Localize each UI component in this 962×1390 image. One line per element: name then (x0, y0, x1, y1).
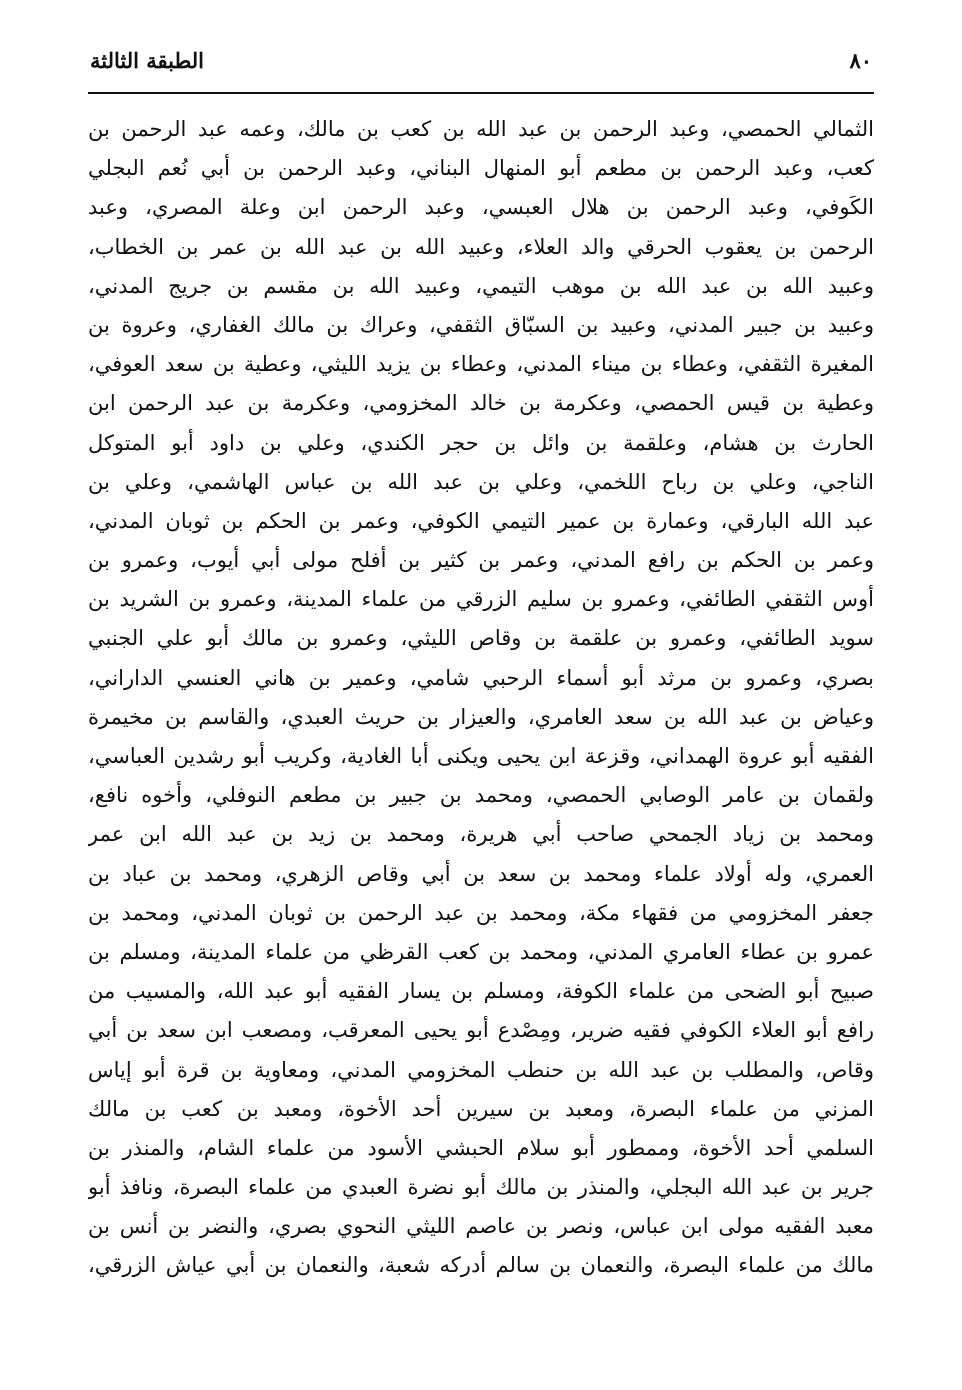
text-line: كعب، وعبد الرحمن بن مطعم أبو المنهال البناني، وعبد الرحمن بن أبي نُعم البجلي (88, 156, 874, 181)
text-line: الفقيه أبو عروة الهمداني، وقزعة ابن يحيى ويكنى أبا الغادية، وكريب أبو رشدين العباسي، (88, 744, 874, 768)
text-line: المغيرة الثقفي، وعطاء بن ميناء المدني، وعطاء بن يزيد الليثي، وعطية بن سعد العوفي، (88, 352, 874, 377)
text-line: وعطية بن قيس الحمصي، وعكرمة بن خالد المخزومي، وعكرمة بن عبد الرحمن ابن (88, 391, 874, 416)
text-line: الثمالي الحمصي، وعبد الرحمن بن عبد الله بن كعب بن مالك، وعمه عبد الرحمن بن (88, 117, 874, 141)
text-line: سويد الطائفي، وعمرو بن علقمة بن وقاص الليثي، وعمرو بن مالك أبو علي الجنبي (88, 626, 874, 651)
text-line: بصري، وعمرو بن مرثد أبو أسماء الرحبي شامي، وعمير بن هاني العنسي الداراني، (88, 665, 874, 690)
page-number: ٨٠ (849, 48, 872, 73)
text-line: العمري، وله أولاد علماء ومحمد بن سعد بن أبي وقاص الزهري، ومحمد بن عباد بن (88, 861, 874, 886)
text-line: السلمي أحد الأخوة، وممطور أبو سلام الحبشي الأسود من علماء الشام، والمنذر بن (88, 1135, 874, 1160)
text-line: جعفر المخزومي من فقهاء مكة، ومحمد بن عبد الرحمن بن ثوبان المدني، ومحمد بن (88, 900, 874, 925)
text-line: الناجي، وعلي بن رباح اللخمي، وعلي بن عبد الله بن عباس الهاشمي، وعلي بن (88, 469, 874, 494)
header-rule (88, 92, 874, 94)
text-line: الرحمن بن يعقوب الحرقي والد العلاء، وعبيد الله بن عبد الله بن عمر بن الخطاب، (88, 234, 874, 259)
text-line: صبيح أبو الضحى من علماء الكوفة، ومسلم بن يسار الفقيه أبو عبد الله، والمسيب من (88, 979, 874, 1004)
page-header (88, 40, 874, 94)
text-line: وقاص، والمطلب بن عبد الله بن حنطب المخزومي المدني، ومعاوية بن قرة أبو إياس (88, 1057, 874, 1082)
text-line: ولقمان بن عامر الوصابي الحمصي، ومحمد بن جبير بن مطعم النوفلي، وأخوه نافع، (88, 783, 874, 808)
text-line: وعمر بن الحكم بن رافع المدني، وعمر بن كثير بن أفلح مولى أبي أيوب، وعمرو بن (88, 548, 874, 573)
text-line: أوس الثقفي الطائفي، وعمرو بن سليم الزرقي من علماء المدينة، وعمرو بن الشريد بن (88, 587, 874, 612)
book-page (88, 40, 874, 1350)
text-line: رافع أبو العلاء الكوفي فقيه ضرير، ومِصْدع أبو يحيى المعرقب، ومصعب ابن سعد بن أبي (88, 1018, 874, 1043)
text-line: وعبيد بن جبير المدني، وعبيد بن السبّاق الثقفي، وعراك بن مالك الغفاري، وعروة بن (88, 312, 874, 337)
text-line: عمرو بن عطاء العامري المدني، ومحمد بن كعب القرظي من علماء المدينة، ومسلم بن (88, 939, 874, 964)
text-line: ومحمد بن زياد الجمحي صاحب أبي هريرة، ومحمد بن زيد بن عبد الله ابن عمر (88, 822, 874, 847)
text-line: وعياض بن عبد الله بن سعد العامري، والعيزار بن حريث العبدي، والقاسم بن مخيمرة (88, 704, 874, 729)
text-line: الكَوفي، وعبد الرحمن بن هلال العبسي، وعبد الرحمن ابن وعلة المصري، وعبد (88, 195, 874, 220)
text-line: وعبيد الله بن عبد الله بن موهب التيمي، وعبيد الله بن مقسم بن جريج المدني، (88, 273, 874, 298)
running-title: الطبقة الثالثة (90, 48, 204, 73)
text-line: المزني من علماء البصرة، ومعبد بن سيرين أحد الأخوة، ومعبد بن كعب بن مالك (88, 1096, 874, 1121)
text-line: الحارث بن هشام، وعلقمة بن وائل بن حجر الكندي، وعلي بن داود أبو المتوكل (88, 430, 874, 455)
body-text (88, 110, 874, 1286)
text-line: معبد الفقيه مولى ابن عباس، ونصر بن عاصم الليثي النحوي بصري، والنضر بن أنس بن (88, 1214, 874, 1239)
text-line: جرير بن عبد الله البجلي، والمنذر بن مالك أبو نضرة العبدي من علماء البصرة، ونافذ أبو (88, 1175, 874, 1200)
text-line: مالك من علماء البصرة، والنعمان بن سالم أدركه شعبة، والنعمان بن أبي عياش الزرقي، (88, 1253, 874, 1278)
text-line: عبد الله البارقي، وعمارة بن عمير التيمي الكوفي، وعمر بن الحكم بن ثوبان المدني، (88, 508, 874, 533)
